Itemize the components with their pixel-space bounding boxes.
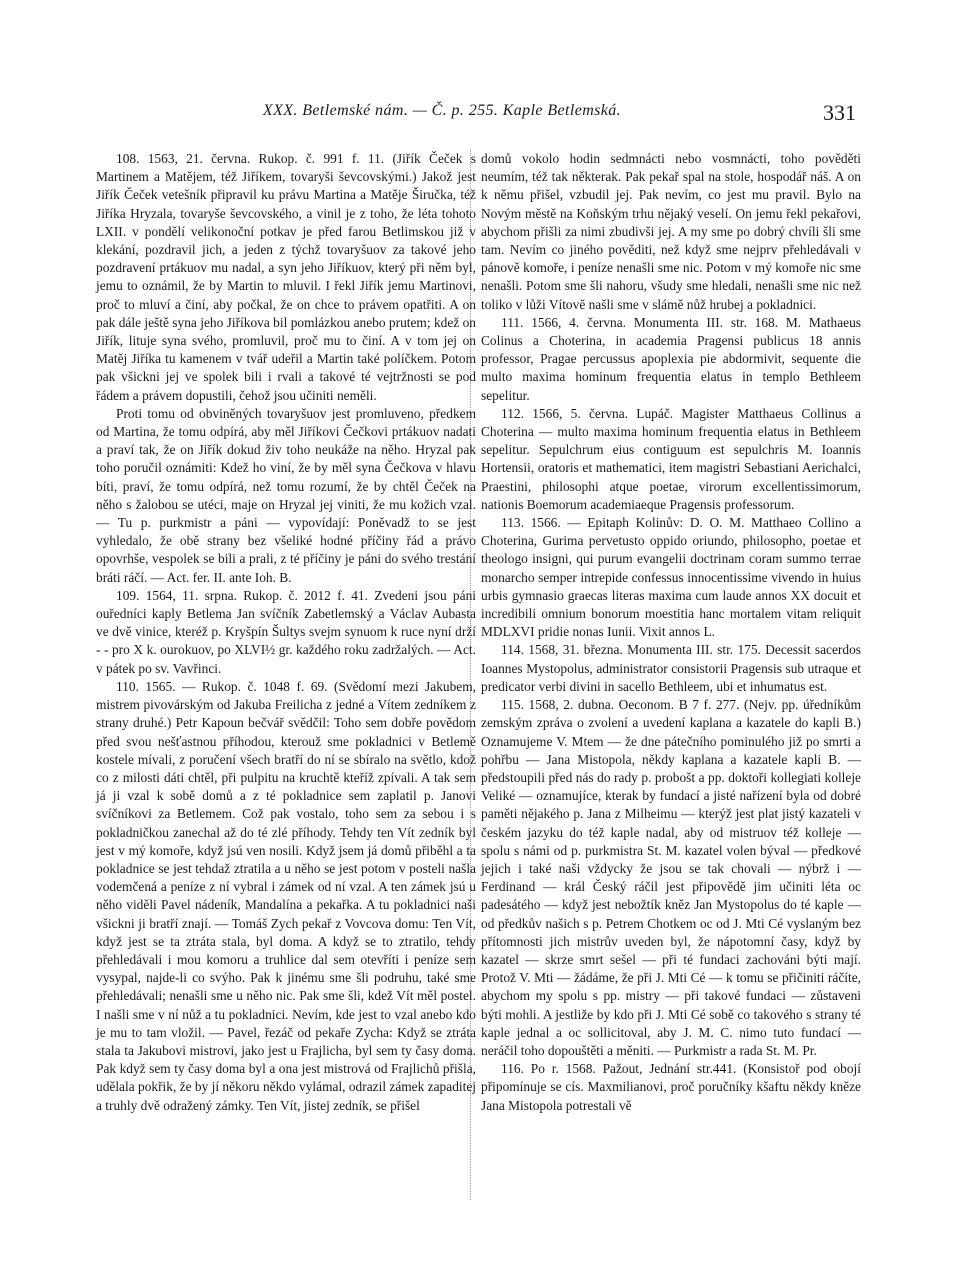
running-head-text: XXX. Betlemské nám. — Č. p. 255. Kaple Betlemská. <box>262 102 622 119</box>
entry-113: 113. 1566. — Epitaph Kolinův: D. O. M. Matthaeo Collino a Choterina, Gurima pervetusto oppido oriundo, philosopho, poetae et theologo insigni, qui purum evangelii doctrinam coram summo terrae monarcho semper intrepide confessus innocentissime vivendo in huius urbis gymnasio graecas literas maxima cum laude annos XX docuit et incredibili omnium bonorum moestitia hanc mortalem vitam reliquit MDLXVI pridie nonas Iunii. Vixit annos L. <box>481 515 861 640</box>
entry-108: 108. 1563, 21. června. Rukop. č. 991 f. 11. (Jiřík Čeček s Martinem a Matějem, též Jiříkem, tovaryši ševcovskými.) Jakož jest Jiřík Čeček vetešník připravil ku právu Martina a Matěje Širučka, též Jiříka Hryzala, tovaryše ševcovského, a vinil je z toho, že léta tohoto LXII. v pondělí velikonoční potkav je před farou Betlimskou již v klekání, pozdravil jich, a jeden z týchž tovaryšuov za takové jeho pozdravení prtákuov mu nadal, a syn jeho Jiříkuov, který při něm byl, jemu to oznámil, že by Martin to mluvil. I řekl Jiřík jemu Martinovi, proč to mluví a činí, aby počkal, že on chce to právem opatřiti. A on pak dále ještě syna jeho Jiříkova bil pomlázkou anebo prutem; kdež on Jiřík, lituje syna svého, promluvil, proč mu to činí. A v tom jej on Matěj Jiříka tu kamenem v tvář udeřil a Martin také políčkem. Potom pak všickni jej ve spolek bili i rvali a takové té vejtržnosti se pod řádem a právem dopustili, čehož jsou učiniti neměli. <box>96 151 476 403</box>
page-number: 331 <box>823 100 856 125</box>
entry-114: 114. 1568, 31. března. Monumenta III. str. 175. Decessit sacerdos Ioannes Mystopolus, administrator consistorii Pragensis sub utraque et predicator verbi divini in sacello Bethleem, ubi et inhumatus est. <box>481 642 861 694</box>
entry-108-response: Proti tomu od obviněných tovaryšuov jest promluveno, předkem od Martina, že tomu odpírá, aby měl Jiříkovi Čečkovi prtákuov nadati a praví tak, že on Jiřík dokud živ toho neukáže na něho. Hryzal pak toho poručil oznámiti: Kdež ho viní, že by měl syna Čečkova v hlavu bíti, praví, že tomu odpírá, než tomu rozumí, že by chtěl Čeček na něho s žalobou se utéci, maje on Hryzal jej viniti, že mu kožich vzal. — Tu p. purkmistr a páni — vypovídají: Poněvadž to se jest vyhledalo, že obě strany bez všeliké hodné příčiny řád a právo opovrhše, vespolek se bili a prali, z té příčiny je páni do svého trestání bráti ráčí. — Act. fer. II. ante Ioh. B. <box>96 405 476 585</box>
left-column <box>96 150 476 1115</box>
entry-109: 109. 1564, 11. srpna. Rukop. č. 2012 f. 41. Zvedeni jsou páni ouředníci kaply Betlema Jan svíčník Zabetlemský a Václav Aubasta ve dvě vinice, kteréž p. Kryšpín Šultys svejm synuom k ruce nyní drží - - pro X k. ourokuov, po XLVI½ gr. každého roku zadržalých. — Act. v pátek po sv. Vavřinci. <box>96 587 476 676</box>
right-column <box>481 150 861 1115</box>
entry-110-continued: domů vokolo hodin sedmnácti nebo vosmnácti, toho pověděti neumím, též tak některak. Pak pekař spal na stole, hospodář náš. A on k němu přišel, vzbudil jej. Pak nevím, co jest mu pravil. Bylo na Novým městě na Koňským trhu nějaký veselí. On jemu řekl pekařovi, abychom přišli za nimi zbudivši jej. A my sme po dobrý chvíli šli sme tam. Nevím co jiného pověditi, než když sme nejprv přehledávali v pánově komoře, i peníze nenašli sme nic. Potom v mý komoře nic sme nenašli. Potom sme šli nahoru, všudy sme hledali, nenašli sme nic než toliko v lůži Vítově našli sme v slámě nůž hrubej a pokladnici. <box>481 151 861 312</box>
page-header <box>108 100 856 134</box>
entry-111: 111. 1566, 4. června. Monumenta III. str. 168. M. Mathaeus Colinus a Choterina, in academia Pragensi publicus 18 annis professor, Pragae percussus apoplexia pie abdormivit, sequente die multo maxima hominum frequentia elatus in templo Bethleem sepelitur. <box>481 314 861 403</box>
entry-115: 115. 1568, 2. dubna. Oeconom. B 7 f. 277. (Nejv. pp. úředníkům zemským zpráva o zvolení a uvedení kaplana a kazatele do kapli B.) Oznamujeme V. Mtem — že dne pátečního pominulého již po smrti a pohřbu — Jana Mistopola, někdy kaplana a kazatele kapli B. — předstoupili před nás do rady p. probošt a pp. doktoři kollegiati kolleje Veliké — oznamujíce, kterak by fundací a jisté nařízení byla od dobré paměti nějakého p. Jana z Milheimu — kterýž jest plat jistý kazateli v českém jazyku do též kaple nadal, aby od mistruov též kolleje — spolu s námi od p. purkmistra St. M. kazatel volen býval — předkové jejich i také naši vždycky že jsou se tak chovali — nýbrž i — Ferdinand — král Český ráčil jest připovědě jim učiniti léta oc padesátého — když jest nebožtík kněz Jan Mystopolus do té kaple — od předkův našich s p. Petrem Chotkem oc od J. Mti Cé vyslaným bez přítomnosti jich mistrův uveden byl, že nápotomní časy, když by kazatel — skrze smrt sešel — při té fundaci zachováni býti mají. Protož V. Mti — žádáme, že při J. Mti Cé — k tomu se přičiniti ráčíte, abychom my spolu s pp. mistry — při takové fundaci — zůstaveni býti mohli. A jestliže by kdo při J. Mti Cé sobě co takového s strany té kaple jednal a oc sollicitoval, aby J. M. C. nimo tuto fundací — neráčil toho dopouštěti a měniti. — Purkmistr a rada St. M. Pr. <box>481 697 861 1058</box>
entry-110: 110. 1565. — Rukop. č. 1048 f. 69. (Svědomí mezi Jakubem, mistrem pivovárským od Jakuba Freilicha z jedné a Vítem zedníkem z strany druhé.) Petr Kapoun bečvář svědčil: Toho sem dobře povědom před svou nešťastnou příhodou, kterouž sme pokladnici v Betlemě kostele mívali, z poručení všech bratří do ní se sbíralo na světlo, kdož co z milosti dáti chtěl, při pulpitu na kruchtě kteříž zpívali. A tak sem já ji vzal k sobě domů a z té pokladnice sem zaplatil p. Janovi svíčníkovi za Betlemem. Což pak vostalo, toho sem za sebou i s pokladničkou zanechal až do té zlé příhody. Tehdy ten Vít zedník byl jest v mý komoře, když jsú ven nosili. Když jsem já domů přiběhl a ta pokladnice se jest tehdaž ztratila a u něho se jest potom v posteli našla vodemčená a peníze z ní vybral i zámek od ní vzal. A ten zámek jsú u něho viděli Pavel nádeník, Mandalína a pekařka. A tu pokladnici naši všickni ji bratří znají. — Tomáš Zych pekař z Vovcova domu: Ten Vít, když jest se ta ztráta stala, byl doma. A když se to ztratilo, tehdy přehledávali i mou komoru a truhlice dal sem otevříti i peníze sem vysypal, najde-li co svýho. Pak k jinému sme šli podruhu, také sme přehledávali; nenašli sme u něho nic. Pak sme šli, kdež Vít měl postel. I našli sme v ní nůž a tu pokladnici. Nevím, kde jest to vzal anebo kdo je mu to tam vložil. — Pavel, řezáč od pekaře Zycha: Když se ztráta stala ta Jakubovi mistrovi, jako jest u Frajlicha, byl sem ty časy doma. Pak když sem ty časy doma byl a ona jest mistrová od Frajlichů přišla, udělala pokřik, že by jí někoru někdo vylámal, odrazil zámek zapaditej a truhly dvě odražený zámky. Ten Vít, jistej zedník, se přišel <box>96 678 476 1113</box>
running-head <box>108 102 776 120</box>
entry-112: 112. 1566, 5. června. Lupáč. Magister Matthaeus Collinus a Choterina — multo maxima hominum frequentia elatus in Bethleem sepelitur. Sepulchrum eius contiguum est sepulchris M. Ioannis Hortensii, oratoris et mathematici, item magistri Sebastiani Aerichalci, Praestini, philosophi atque poetae, virorum excellentissimorum, nationis Boemorum academiaeque Pragensis professorum. <box>481 405 861 512</box>
entry-116: 116. Po r. 1568. Pažout, Jednání str.441. (Konsistoř pod obojí připomínuje se cís. Maxmilianovi, proč poručníky kšaftu někdy kněze Jana Mistopola potrestali vě <box>481 1061 861 1113</box>
